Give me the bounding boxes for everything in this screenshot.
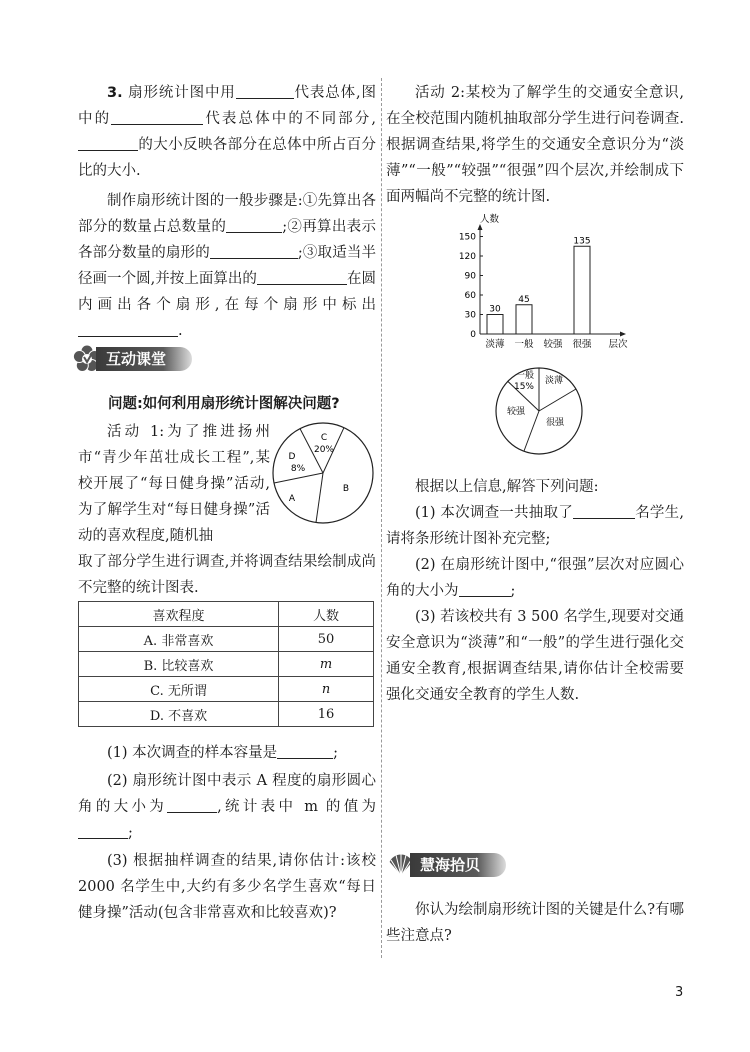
right-column: [386, 80, 684, 210]
pie2-label-2: 很强: [545, 418, 565, 428]
a1-q1-blank[interactable]: [277, 742, 333, 759]
pie-label-d-pct: 8%: [290, 464, 306, 474]
table-header-row: 喜欢程度 人数: [79, 602, 374, 627]
a2-intro: 根据以上信息,解答下列问题:: [415, 479, 599, 495]
y-tick-label: 60: [464, 291, 476, 301]
steps-fill-in: 制作扇形统计图的一般步骤是:①先算出各部分的数量占总数量的 ;②再算出表示各部分数量的扇形的 ;③取适当半径画一个圆,并按上面算出的 在圆内画出各个扇形,在每个扇形中标出.: [78, 193, 377, 339]
table-row: C. 无所谓 n: [79, 677, 374, 702]
blank-6[interactable]: [257, 268, 317, 285]
blank-5[interactable]: [210, 242, 298, 259]
pie2-divider-4: [524, 411, 539, 451]
blank-4[interactable]: [226, 216, 282, 233]
pie2-label-0: 一般: [515, 371, 535, 381]
x-category-label: 较强: [543, 339, 563, 350]
bar-ylabel: 人数: [480, 214, 500, 225]
section-title: 慧海拾贝: [410, 853, 506, 877]
a1-q2-blank-b[interactable]: [78, 822, 128, 839]
bar-chart-activity2: [446, 212, 636, 352]
bar-1: [516, 305, 532, 334]
activity1-questions: [78, 740, 376, 926]
pie-chart-activity2: [494, 366, 584, 456]
a2-q2-blank[interactable]: [459, 580, 511, 597]
section-title: 互动课堂: [96, 347, 192, 371]
bar-xlabel: 层次: [608, 339, 628, 350]
a1-question-1: (1) 本次调查的样本容量是 ;: [78, 740, 376, 766]
pie-chart-activity1: [270, 419, 376, 527]
wisdom-text: 你认为绘制扇形统计图的关键是什么?有哪些注意点?: [386, 902, 684, 944]
bar-data-label: 30: [489, 304, 501, 315]
pie2-label-1: 淡薄: [544, 376, 564, 386]
bar-3: [574, 246, 590, 334]
pie-label-a: A: [288, 494, 296, 504]
y-tick-label: 30: [464, 310, 476, 321]
pie-divider-3: [274, 473, 323, 483]
x-axis-arrow: [620, 332, 626, 337]
pie-label-d: D: [288, 452, 296, 462]
a1-question-2: (2) 扇形统计图中表示 A 程度的扇形圆心角的大小为 ,统计表中 m 的值为;: [78, 773, 377, 841]
table-row: D. 不喜欢 16: [79, 702, 374, 727]
section-header-wisdom: [386, 850, 506, 880]
pie2-divider-3: [539, 389, 576, 411]
activity1-text: 活动 1:为了推进扬州市“青少年茁壮成长工程”,某校开展了“每日健身操”活动,为了解学生对“每日健身操”活动的喜欢程度,随机抽: [78, 424, 270, 544]
q3-number: 3.: [107, 85, 123, 101]
activity1-text-cont: 取了部分学生进行调查,并将调查结果绘制成尚不完整的统计图表.: [78, 554, 376, 596]
a1-question-3: (3) 根据抽样调查的结果,请你估计:该校 2000 名学生中,大约有多少名学生喜欢“每日健身操”活动(包含非常喜欢和比较喜欢)?: [78, 853, 376, 921]
blank-2[interactable]: [111, 108, 203, 125]
pie-label-c: C: [320, 433, 328, 443]
a1-q2-blank-a[interactable]: [167, 796, 217, 813]
page-number: 3: [675, 985, 684, 1000]
blank-8[interactable]: [78, 320, 178, 337]
blank-1[interactable]: [236, 82, 294, 99]
y-tick-label: 90: [464, 271, 476, 282]
activity2-text: 活动 2:某校为了解学生的交通安全意识,在全校范围内随机抽取部分学生进行问卷调查.根据调查结果,将学生的交通安全意识分为“淡薄”“一般”“较强”“很强”四个层次,并绘制成下面两幅尚不完整的统计图.: [386, 85, 684, 205]
table-row: B. 比较喜欢 m: [79, 652, 374, 677]
pie2-label-0-pct: 15%: [513, 382, 535, 392]
pie-divider-4: [316, 473, 323, 523]
table-row: A. 非常喜欢 50: [79, 627, 374, 652]
column-divider: [381, 78, 382, 958]
pie-label-c-pct: 20%: [313, 445, 335, 455]
pie-label-b: B: [342, 484, 350, 494]
x-category-label: 一般: [514, 339, 534, 350]
q3-fill-in: 3. 扇形统计图中用 代表总体,图中的 代表总体中的不同部分,的大小反映各部分在总体中所占百分比的大小.: [78, 80, 376, 184]
a2-question-3: (3) 若该校共有 3 500 名学生,现要对交通安全意识为“淡薄”和“一般”的学生进行强化交通安全教育,根据调查结果,请你估计全校需要强化交通安全教育的学生人数.: [386, 609, 684, 703]
a2-question-2: (2) 在扇形统计图中,“很强”层次对应圆心角的大小为 ;: [386, 557, 684, 599]
bar-data-label: 135: [573, 236, 591, 247]
a2-question-1: (1) 本次调查一共抽取了 名学生,请将条形统计图补充完整;: [386, 500, 684, 552]
blank-3[interactable]: [78, 134, 138, 151]
section-header-interactive: [72, 344, 192, 374]
survey-table: [78, 601, 374, 727]
x-category-label: 很强: [572, 339, 592, 350]
a2-q1-blank[interactable]: [573, 502, 635, 519]
activity1: [78, 419, 376, 601]
y-tick-label: 0: [470, 330, 476, 340]
pie2-label-3: 较强: [506, 407, 526, 417]
problem-title: 问题:如何利用扇形统计图解决问题?: [108, 396, 340, 412]
bar-0: [487, 315, 503, 335]
blank-7[interactable]: [317, 268, 347, 285]
left-column: [78, 80, 376, 344]
y-tick-label: 150: [458, 232, 476, 243]
y-tick-label: 120: [458, 252, 476, 262]
activity2-questions: [386, 474, 684, 708]
bar-data-label: 45: [518, 294, 530, 305]
x-category-label: 淡薄: [485, 339, 505, 350]
